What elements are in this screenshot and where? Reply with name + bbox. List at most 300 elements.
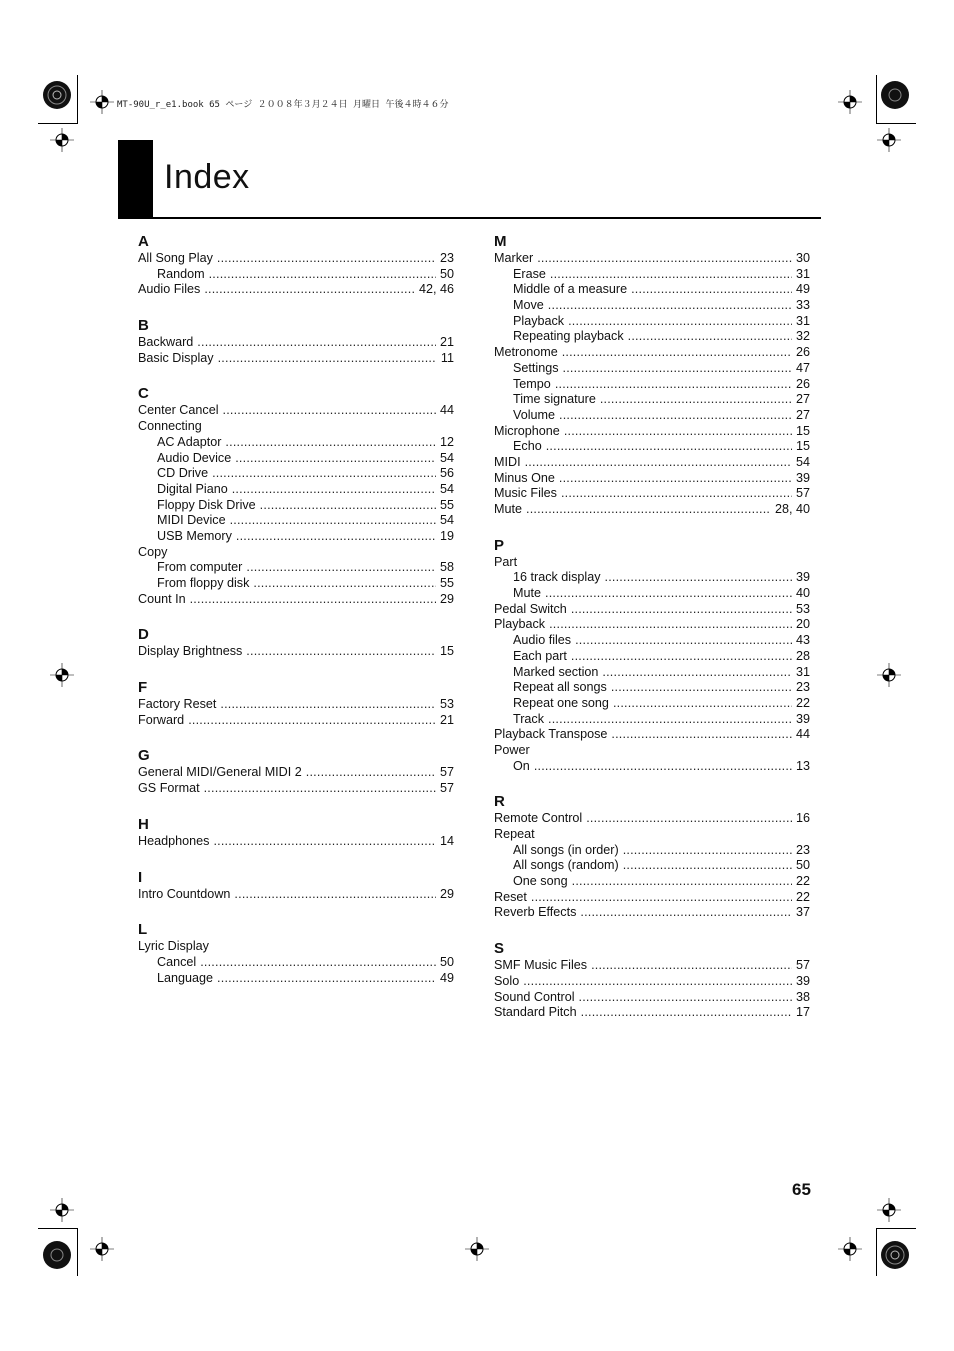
entry-page-number: 47 — [795, 360, 810, 375]
index-entry — [494, 602, 810, 618]
index-subentry — [138, 435, 454, 451]
page-title: Index — [164, 158, 250, 196]
entry-term: GS Format — [138, 781, 200, 796]
index-entry — [494, 345, 810, 361]
entry-page-number: 39 — [795, 973, 810, 988]
registration-mark-bottom-right-sun — [880, 1240, 910, 1270]
entry-term: Middle of a measure — [513, 282, 628, 297]
dot-leader — [600, 392, 792, 408]
dot-leader — [204, 781, 436, 797]
section-letter: G — [138, 747, 150, 765]
entry-term: Random — [157, 266, 205, 281]
entry-page-number: 54 — [795, 454, 810, 469]
entry-term: Metronome — [494, 345, 558, 360]
dot-leader — [545, 586, 792, 602]
index-subentry — [494, 392, 810, 408]
entry-term: Backward — [138, 335, 194, 350]
index-entry — [138, 251, 454, 267]
section-letter: L — [138, 921, 148, 939]
dot-leader — [190, 592, 436, 608]
dot-leader — [555, 377, 792, 393]
entry-page-number: 49 — [795, 282, 810, 297]
entry-page-number: 14 — [439, 833, 454, 848]
entry-term: Marker — [494, 251, 534, 265]
index-subentry — [494, 570, 810, 586]
index-section — [138, 747, 454, 796]
entry-page-number: 26 — [795, 376, 810, 391]
entry-term: Playback — [494, 617, 546, 632]
dot-leader — [568, 314, 792, 330]
index-subentry — [138, 482, 454, 498]
dot-leader — [217, 251, 436, 267]
index-entry — [494, 811, 810, 827]
entry-page-number: 53 — [795, 601, 810, 616]
entry-page-number: 21 — [439, 712, 454, 727]
entry-term: Audio Device — [157, 450, 232, 465]
entry-page-number: 22 — [795, 889, 810, 904]
entry-page-number: 57 — [795, 958, 810, 973]
dot-leader — [523, 974, 792, 990]
dot-leader — [200, 955, 436, 971]
entry-page-number: 31 — [795, 266, 810, 281]
entry-term: Erase — [513, 266, 546, 281]
entry-page-number: 57 — [795, 486, 810, 501]
index-subentry — [494, 649, 810, 665]
entry-term: Power — [494, 742, 530, 757]
entry-term: Move — [513, 298, 544, 313]
crop-line — [876, 1228, 916, 1229]
entry-term: CD Drive — [157, 466, 209, 481]
dot-leader — [605, 570, 792, 586]
entry-page-number: 22 — [795, 695, 810, 710]
index-subentry — [138, 529, 454, 545]
section-spacer — [494, 774, 810, 793]
dot-leader — [571, 649, 792, 665]
dot-leader — [526, 502, 771, 518]
entry-page-number: 57 — [439, 765, 454, 780]
dot-leader — [260, 498, 436, 514]
index-subentry — [138, 560, 454, 576]
dot-leader — [580, 905, 792, 921]
crop-line — [77, 75, 78, 123]
dot-leader — [546, 439, 792, 455]
entry-term: Copy — [138, 544, 168, 559]
entry-page-number: 15 — [439, 644, 454, 659]
entry-page-number: 54 — [439, 513, 454, 528]
index-entry — [494, 1005, 810, 1021]
index-entry — [494, 251, 810, 267]
entry-term: Microphone — [494, 423, 560, 438]
entry-page-number: 29 — [439, 886, 454, 901]
dot-leader — [213, 834, 436, 850]
index-entry — [494, 827, 810, 843]
dot-leader — [525, 455, 792, 471]
entry-page-number: 50 — [439, 266, 454, 281]
entry-page-number: 54 — [439, 450, 454, 465]
title-underline — [118, 217, 821, 219]
section-letter: D — [138, 626, 149, 644]
index-section — [138, 869, 454, 903]
dot-leader — [591, 958, 792, 974]
dot-leader — [204, 282, 415, 298]
entry-page-number: 23 — [439, 251, 454, 265]
entry-term: Solo — [494, 973, 520, 988]
entry-page-number: 27 — [795, 407, 810, 422]
index-subentry — [494, 586, 810, 602]
section-letter: H — [138, 815, 149, 833]
index-subentry — [138, 267, 454, 283]
dot-leader — [623, 858, 792, 874]
crop-line — [876, 123, 916, 124]
entry-term: USB Memory — [157, 528, 232, 543]
crop-line — [38, 1228, 78, 1229]
entry-term: Sound Control — [494, 989, 575, 1004]
dot-leader — [531, 890, 792, 906]
section-letter: A — [138, 233, 149, 250]
index-subentry — [494, 665, 810, 681]
crosshair-target-icon — [877, 663, 901, 687]
index-section — [138, 233, 454, 298]
dot-leader — [581, 1005, 792, 1021]
index-entry — [138, 282, 454, 298]
entry-term: Floppy Disk Drive — [157, 497, 256, 512]
entry-page-number: 22 — [795, 874, 810, 889]
index-subentry — [138, 955, 454, 971]
entry-term: AC Adaptor — [157, 434, 222, 449]
dot-leader — [602, 665, 792, 681]
index-subentry — [138, 466, 454, 482]
entry-page-number: 17 — [795, 1005, 810, 1020]
index-subentry — [494, 361, 810, 377]
index-section — [138, 921, 454, 986]
dot-leader — [235, 451, 436, 467]
index-entry — [494, 471, 810, 487]
crop-line — [38, 123, 78, 124]
index-subentry — [494, 314, 810, 330]
index-entry — [494, 890, 810, 906]
entry-term: Repeat all songs — [513, 680, 607, 695]
index-column-left — [138, 233, 454, 986]
entry-page-number: 11 — [440, 350, 454, 365]
entry-page-number: 50 — [439, 954, 454, 969]
index-entry — [138, 887, 454, 903]
entry-term: Repeat one song — [513, 695, 609, 710]
entry-page-number: 44 — [439, 403, 454, 418]
index-section — [138, 385, 454, 607]
index-section — [494, 940, 810, 1021]
crosshair-target-icon — [877, 128, 901, 152]
entry-page-number: 37 — [795, 905, 810, 920]
registration-mark-bottom-left-sun — [42, 1240, 72, 1270]
section-spacer — [138, 902, 454, 921]
entry-term: Marked section — [513, 664, 599, 679]
index-entry — [138, 781, 454, 797]
index-entry — [138, 834, 454, 850]
entry-page-number: 15 — [795, 423, 810, 438]
index-entry — [138, 351, 454, 367]
index-section — [138, 626, 454, 660]
section-spacer — [138, 366, 454, 385]
index-section — [138, 317, 454, 366]
index-entry — [494, 905, 810, 921]
entry-term: Playback Transpose — [494, 727, 608, 742]
dot-leader — [613, 696, 792, 712]
entry-term: Volume — [513, 407, 556, 422]
dot-leader — [631, 282, 792, 298]
entry-term: Cancel — [157, 954, 197, 969]
section-spacer — [494, 518, 810, 537]
entry-term: Language — [157, 970, 214, 985]
title-black-bar — [118, 140, 153, 219]
entry-term: Music Files — [494, 486, 557, 501]
entry-term: Factory Reset — [138, 697, 217, 712]
entry-term: Center Cancel — [138, 403, 219, 418]
index-entry — [494, 486, 810, 502]
entry-page-number: 58 — [439, 560, 454, 575]
index-section — [494, 233, 810, 518]
dot-leader — [628, 329, 792, 345]
entry-page-number: 30 — [795, 251, 810, 265]
dot-leader — [571, 602, 792, 618]
index-entry — [494, 455, 810, 471]
index-entry — [494, 617, 810, 633]
entry-page-number: 19 — [439, 528, 454, 543]
dot-leader — [217, 971, 436, 987]
section-letter: M — [494, 233, 507, 250]
index-entry — [138, 697, 454, 713]
dot-leader — [563, 361, 792, 377]
crosshair-target-icon — [838, 90, 862, 114]
crosshair-target-icon — [50, 128, 74, 152]
dot-leader — [611, 727, 792, 743]
entry-term: Settings — [513, 360, 559, 375]
dot-leader — [550, 267, 792, 283]
entry-page-number: 42, 46 — [418, 282, 454, 297]
index-subentry — [494, 377, 810, 393]
dot-leader — [561, 486, 792, 502]
entry-page-number: 23 — [795, 842, 810, 857]
index-subentry — [138, 513, 454, 529]
dot-leader — [548, 298, 792, 314]
dot-leader — [220, 697, 436, 713]
index-entry — [494, 743, 810, 759]
index-subentry — [494, 874, 810, 890]
entry-term: Headphones — [138, 833, 210, 848]
dot-leader — [534, 759, 792, 775]
dot-leader — [579, 990, 792, 1006]
dot-leader — [223, 403, 436, 419]
entry-term: Basic Display — [138, 350, 214, 365]
crosshair-target-icon — [90, 1237, 114, 1261]
registration-mark-top-left-sun — [42, 80, 72, 110]
dot-leader — [225, 435, 436, 451]
entry-term: All songs (in order) — [513, 842, 619, 857]
section-letter: F — [138, 679, 148, 697]
entry-term: Time signature — [513, 392, 596, 407]
index-subentry — [494, 633, 810, 649]
index-subentry — [494, 408, 810, 424]
index-entry — [138, 403, 454, 419]
dot-leader — [564, 424, 792, 440]
dot-leader — [209, 267, 436, 283]
index-entry — [494, 727, 810, 743]
crosshair-target-icon — [465, 1237, 489, 1261]
index-section — [138, 679, 454, 728]
index-subentry — [138, 498, 454, 514]
crop-line — [876, 75, 877, 123]
entry-page-number: 39 — [795, 570, 810, 585]
entry-term: From computer — [157, 560, 243, 575]
entry-page-number: 43 — [795, 633, 810, 648]
index-subentry — [494, 843, 810, 859]
section-spacer — [138, 728, 454, 747]
entry-term: Forward — [138, 712, 185, 727]
index-entry — [138, 939, 454, 955]
entry-term: Repeat — [494, 827, 535, 841]
dot-leader — [559, 408, 792, 424]
entry-page-number: 27 — [795, 392, 810, 407]
entry-page-number: 44 — [795, 727, 810, 742]
crosshair-target-icon — [50, 1198, 74, 1222]
index-subentry — [494, 759, 810, 775]
dot-leader — [575, 633, 792, 649]
section-letter: S — [494, 940, 505, 958]
entry-page-number: 13 — [795, 758, 810, 773]
index-subentry — [138, 971, 454, 987]
entry-term: Repeating playback — [513, 329, 624, 344]
entry-term: Pedal Switch — [494, 601, 567, 616]
entry-page-number: 31 — [795, 664, 810, 679]
entry-term: Count In — [138, 591, 186, 606]
entry-term: On — [513, 758, 530, 773]
section-spacer — [138, 850, 454, 869]
crosshair-target-icon — [50, 663, 74, 687]
entry-page-number: 29 — [439, 591, 454, 606]
entry-term: Connecting — [138, 419, 202, 434]
section-letter: B — [138, 317, 149, 335]
index-section — [138, 816, 454, 850]
index-subentry — [138, 451, 454, 467]
index-subentry — [494, 329, 810, 345]
index-subentry — [494, 282, 810, 298]
index-entry — [494, 555, 810, 571]
index-subentry — [494, 439, 810, 455]
entry-term: Intro Countdown — [138, 886, 231, 901]
entry-page-number: 16 — [795, 811, 810, 826]
section-letter: C — [138, 385, 149, 403]
entry-page-number: 15 — [795, 439, 810, 454]
entry-page-number: 39 — [795, 470, 810, 485]
entry-term: Track — [513, 711, 545, 726]
index-entry — [138, 713, 454, 729]
crosshair-target-icon — [90, 90, 114, 114]
entry-page-number: 28 — [795, 648, 810, 663]
dot-leader — [572, 874, 792, 890]
entry-term: Each part — [513, 648, 567, 663]
entry-page-number: 26 — [795, 345, 810, 360]
section-letter: P — [494, 536, 505, 554]
entry-page-number: 20 — [795, 617, 810, 632]
entry-term: 16 track display — [513, 570, 601, 585]
index-entry — [138, 545, 454, 561]
index-subentry — [494, 680, 810, 696]
entry-term: Reverb Effects — [494, 905, 577, 920]
entry-page-number: 56 — [439, 466, 454, 481]
entry-term: Standard Pitch — [494, 1005, 577, 1020]
index-entry — [494, 502, 810, 518]
dot-leader — [236, 529, 436, 545]
entry-term: Tempo — [513, 376, 551, 391]
entry-term: General MIDI/General MIDI 2 — [138, 765, 302, 780]
entry-page-number: 40 — [795, 586, 810, 601]
dot-leader — [548, 712, 792, 728]
dot-leader — [586, 811, 792, 827]
index-entry — [494, 974, 810, 990]
entry-term: Display Brightness — [138, 644, 243, 659]
entry-page-number: 33 — [795, 298, 810, 313]
entry-term: Mute — [494, 502, 522, 516]
entry-page-number: 49 — [439, 970, 454, 985]
index-subentry — [494, 267, 810, 283]
section-letter: I — [138, 868, 143, 886]
index-entry — [138, 644, 454, 660]
dot-leader — [246, 644, 436, 660]
section-spacer — [138, 797, 454, 816]
dot-leader — [559, 471, 792, 487]
entry-term: SMF Music Files — [494, 958, 588, 973]
dot-leader — [253, 576, 436, 592]
entry-term: Remote Control — [494, 811, 583, 826]
index-entry — [138, 335, 454, 351]
dot-leader — [188, 713, 436, 729]
dot-leader — [623, 843, 792, 859]
entry-term: All Song Play — [138, 251, 213, 265]
section-spacer — [138, 660, 454, 679]
entry-page-number: 38 — [795, 989, 810, 1004]
dot-leader — [611, 680, 792, 696]
crop-line — [876, 1228, 877, 1276]
entry-page-number: 28, 40 — [774, 502, 810, 516]
index-subentry — [494, 696, 810, 712]
entry-term: MIDI — [494, 454, 521, 469]
crop-line — [77, 1228, 78, 1276]
entry-page-number: 12 — [439, 434, 454, 449]
index-subentry — [494, 858, 810, 874]
entry-term: Audio files — [513, 633, 572, 648]
index-entry — [494, 958, 810, 974]
index-entry — [494, 990, 810, 1006]
dot-leader — [234, 887, 436, 903]
index-subentry — [138, 576, 454, 592]
entry-term: From floppy disk — [157, 576, 250, 590]
dot-leader — [537, 251, 792, 267]
entry-page-number: 55 — [439, 576, 454, 590]
index-entry — [138, 592, 454, 608]
print-header-note: MT-90U_r_e1.book 65 ページ ２００８年３月２４日 月曜日 午後４時４６分 — [117, 100, 449, 110]
entry-term: MIDI Device — [157, 513, 226, 528]
entry-term: Digital Piano — [157, 481, 228, 496]
dot-leader — [306, 765, 436, 781]
entry-term: Lyric Display — [138, 939, 209, 954]
dot-leader — [246, 560, 436, 576]
dot-leader — [212, 466, 436, 482]
entry-term: All songs (random) — [513, 858, 619, 873]
entry-page-number: 55 — [439, 497, 454, 512]
crosshair-target-icon — [877, 1198, 901, 1222]
section-spacer — [138, 607, 454, 626]
entry-page-number: 57 — [439, 781, 454, 796]
entry-page-number: 50 — [795, 858, 810, 873]
